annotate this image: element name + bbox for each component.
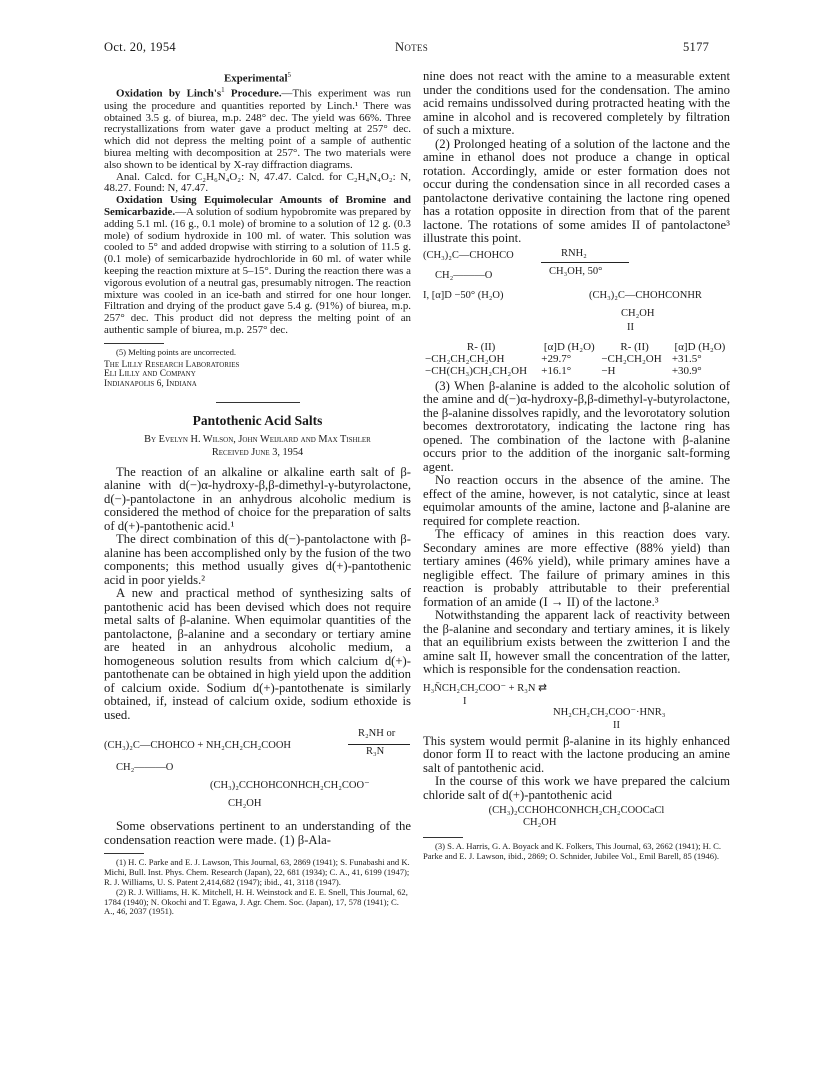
- table-cell: +31.5°: [671, 352, 702, 365]
- eq2-reagent: RNH₂: [561, 247, 587, 259]
- rotation-table: [423, 341, 730, 377]
- eq1-catalyst-over: R₂NH or: [358, 728, 396, 740]
- eq1-ring: CH₂———O: [116, 762, 174, 774]
- body-paragraph-2: The direct combination of this d(−)-pantolactone with β-alanine has been accomplished only by the fusion of the two components; this method usually gives d(+)-pantothenic acid in poor yields.²: [104, 532, 411, 587]
- running-section: Notes: [395, 40, 429, 54]
- footnote-1: (1) H. C. Parke and E. J. Lawson, This Journal, 63, 2869 (1941); S. Funabashi and K. Michi, Bull. Inst. Phys. Chem. Research (Japan), 22, 681 (1934); C. A., 41, 6199 (1947); R. J. Williams, U. S. Patent 2,414,682 (1947); ibid., 41, 3118 (1947).: [104, 857, 410, 888]
- eq2-lactone: (CH₃)₂C—CHOHCO: [423, 249, 514, 261]
- reaction-scheme-2: [423, 246, 730, 338]
- footnote-3: (3) S. A. Harris, G. A. Boyack and K. Folkers, This Journal, 63, 2662 (1941); H. C. Parke and E. J. Lawson, ibid., 2869; O. Schnider, Jubilee Vol., Emil Barell, 85 (1946).: [423, 841, 722, 861]
- article-authors: By Evelyn H. Wilson, John Weijlard and Max Tishler: [144, 433, 371, 445]
- footnote-rule-2: [104, 853, 144, 854]
- left-column: [104, 70, 411, 917]
- calcium-salt-sub: CH₂OH: [523, 817, 557, 828]
- table-cell: +29.7°: [541, 352, 572, 365]
- eq1-reactants: (CH₃)₂C—CHOHCO + NH₂CH₂CH₂COOH: [104, 740, 291, 752]
- experimental-heading: Experimental$^5$: [223, 71, 292, 85]
- analysis-line: Anal. Calcd. for C₂H₆N₄O₂: N, 47.47. Calcd. for C₂H₄N₄O₂: N, 48.27. Found: N, 47.47.: [104, 170, 411, 195]
- table-cell: +30.9°: [671, 364, 702, 377]
- footnote-5: (5) Melting points are uncorrected.: [116, 346, 237, 357]
- table-header: [α]D (H₂O): [674, 340, 726, 353]
- eq2-rotation: I, [α]D −50° (H₂O): [423, 289, 504, 301]
- eq3-label-i: I: [463, 695, 467, 707]
- eq3-left: H₃N̄CH₂CH₂COO⁻ + R₃N ⇄: [423, 682, 547, 694]
- table-row: [423, 353, 730, 365]
- table-header-row: [423, 341, 730, 353]
- eq3-right: NH₂CH₂CH₂COO⁻·HNR₃: [553, 706, 666, 718]
- right-paragraph-3: (3) When β-alanine is added to the alcoholic solution of the amine and d(−)α-hydroxy-β,β-dimethyl-γ-butyrolactone, the β-alanine dissolves rapidly, and the levorotatory solution becomes dextrorotatory, indicating the lactone ring has opened. The combination of the lactone with β-alanine occurs prior to the addition of the inorganic salt-forming agent.: [423, 378, 730, 474]
- table-cell: +16.1°: [541, 364, 572, 377]
- eq2-label: II: [627, 321, 634, 333]
- calcium-salt-formula: (CH₃)₂CCHOHCONHCH₂CH₂COOCaCl: [488, 805, 665, 816]
- body-paragraph-1: The reaction of an alkaline or alkaline earth salt of β-alanine with d(−)α-hydroxy-β,β-dimethyl-γ-butyrolactone, d(−)-pantolactone in an anhydrous alcoholic medium is considered the method of choice for the preparation of salts of d(+)-pantothenic acid.¹: [104, 464, 411, 533]
- paragraph-linch: Oxidation by $Linch's^1$ Procedure.—This experiment was run using the procedure and quantities reported by Linch.¹ There was obtained 3.5 g. of biurea, m.p. 248° dec. The yield was 66%. Three recrystallizations from water gave a product melting at 257° dec. which did not depress the melting point of a sample of authentic biurea melting with decomposition at 257°. The two materials were also shown to be identical by X-ray diffraction diagrams.: [104, 86, 411, 171]
- received-date: Received June 3, 1954: [211, 446, 304, 458]
- affiliation-1: The Lilly Research Laboratories: [104, 359, 240, 370]
- body-paragraph-4: Some observations pertinent to an understanding of the condensation reaction were made. (1) β-Ala-: [104, 819, 411, 847]
- table-cell: −CH(CH₃)CH₂CH₂OH: [425, 364, 528, 377]
- eq1-catalyst-under: R₃N: [366, 746, 385, 758]
- eq2-arrow: [541, 262, 629, 263]
- right-paragraph-6: Notwithstanding the apparent lack of reactivity between the β-alanine and secondary and tertiary amines, it is likely that an equilibrium exists between the zwitterion I and the amine salt II, however small the concentration of the latter, which is responsible for the condensation reaction.: [423, 608, 730, 676]
- table-cell: −CH₂CH₂OH: [601, 352, 662, 365]
- affiliation-3: Indianapolis 6, Indiana: [104, 379, 197, 390]
- paragraph-bromine: Oxidation Using Equimolecular Amounts of Bromine and Semicarbazide.—A solution of sodium hypobromite was prepared by adding 5.1 ml. (16 g., 0.1 mole) of bromine to a solution of 12 g. (0.3 mole) of sodium hydroxide in 100 ml. of water. This solution was cooled to 5° and added dropwise with stirring to a solution of 11.5 g. (0.1 mole) of semicarbazide hydrochloride in 60 ml. of water while keeping the reaction mixture at 5–15°. During the reaction there was a vigorous evolution of a neutral gas, presumably nitrogen. The reaction mixture was cooled in an ice-bath and stirred for one hour longer. Filtration and drying of the product gave 5.4 g. (91%) of biurea, m.p. 257° dec. This product did not depress the melting point of an authentic sample of biurea, m.p. 257° dec.: [104, 194, 411, 336]
- running-date: Oct. 20, 1954: [104, 40, 176, 54]
- table-header: R- (II): [620, 340, 649, 353]
- eq1-arrow: [348, 744, 410, 745]
- table-header: [α]D (H₂O): [543, 340, 595, 353]
- footnote-2: (2) R. J. Williams, H. K. Mitchell, H. H. Weinstock and E. E. Snell, This Journal, 62, 1784 (1940); N. Okochi and T. Egawa, J. Agr. Chem. Soc. (Japan), 17, 578 (1941); C. A., 46, 2037 (1951).: [104, 886, 408, 917]
- right-paragraph-7: This system would permit β-alanine in its highly enhanced donor form II to react with the lactone producing an amine salt of pantothenic acid.: [423, 733, 730, 775]
- footnote-rule: [104, 343, 164, 344]
- right-paragraph-8: In the course of this work we have prepared the calcium chloride salt of d(+)-pantothenic acid: [423, 774, 730, 802]
- page-number: 5177: [683, 40, 710, 54]
- right-paragraph-5: The efficacy of amines in this reaction does vary. Secondary amines are more effective (88% yield) than tertiary amines (46% yield), while primary amines have a negligible effect. The failure of primary amines in this reaction is probably attributable to their preferential formation of an amide (I → II) of the lactone.³: [423, 527, 730, 609]
- table-cell: −H: [601, 364, 616, 377]
- article-title: Pantothenic Acid Salts: [192, 412, 323, 428]
- table-row: [423, 365, 730, 377]
- right-paragraph-4: No reaction occurs in the absence of the amine. The effect of the amine, however, is not catalytic, since at least equimolar amounts of the amine, lactone and β-alanine are required for complete reaction.: [423, 473, 730, 528]
- body-paragraph-3: A new and practical method of synthesizing salts of pantothenic acid has been devised which does not require metal salts of β-alanine. When equimolar quantities of the pantolactone, β-alanine and a secondary or tertiary amine are heated in an anhydrous alcoholic medium, a homogeneous solution results from which calcium d(+)-pantothenate can be obtained in high yield upon the addition of calcium oxide. Sodium d(+)-pantothenate is similarly obtained, if, instead of calcium oxide, sodium ethoxide is used.: [104, 586, 411, 722]
- eq2-product-sub: CH₂OH: [621, 307, 655, 319]
- eq2-ring: CH₂———O: [435, 269, 493, 281]
- reaction-scheme-1: [104, 730, 411, 812]
- table-cell: −CH₂CH₂CH₂OH: [425, 352, 505, 365]
- right-paragraph-1: nine does not react with the amine to a measurable extent under the conditions used for the condensation. The amino acid remains undissolved during protracted heating with the amine in alcohol and is recovered completely by filtration of such a mixture.: [423, 69, 730, 137]
- eq2-product: (CH₃)₂C—CHOHCONHR: [589, 289, 702, 301]
- section-rule: [216, 402, 300, 403]
- right-column: [423, 70, 730, 862]
- eq3-label-ii: II: [613, 719, 620, 731]
- table-header: R- (II): [466, 340, 496, 353]
- footnote-rule-3: [423, 837, 463, 838]
- equilibrium-scheme: [423, 683, 730, 733]
- eq1-product-sub: CH₂OH: [228, 798, 262, 810]
- affiliation-2: Eli Lilly and Company: [104, 369, 196, 380]
- eq2-conditions: CH₃OH, 50°: [549, 265, 603, 277]
- eq1-product: (CH₃)₂CCHOHCONHCH₂CH₂COO⁻: [210, 780, 370, 792]
- right-paragraph-2: (2) Prolonged heating of a solution of the lactone and the amine in ethanol does not produce a change in optical rotation. Accordingly, amide or ester formation does not occur during the condensation since in all recorded cases a pantolactone derivative containing the lactone ring opened has a rotation opposite in direction from that of the parent lactone. The rotations of some amides II of pantolactone³ illustrate this point.: [423, 136, 730, 245]
